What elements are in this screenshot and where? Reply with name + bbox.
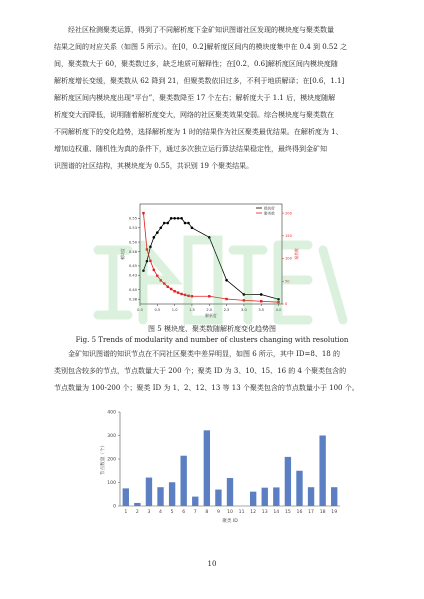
text-line: 解析度区间内模块度出现“平台”，聚类数降至 17 个左右；解析度大于 1.1 后，模块度随解 <box>54 94 336 102</box>
y2-tick-label: 50 <box>285 279 290 284</box>
x-tick-label: 1 <box>124 510 128 515</box>
data-point-modularity <box>153 236 156 239</box>
data-point-clusters <box>184 294 186 296</box>
x-tick-label: 16 <box>296 510 303 515</box>
data-point-modularity <box>146 260 149 263</box>
data-point-modularity <box>149 246 152 249</box>
data-point-clusters <box>167 286 169 288</box>
data-point-clusters <box>260 300 262 302</box>
data-point-clusters <box>243 299 245 301</box>
figure-5-caption-cn: 图 5 模块度、聚类数随解析度变化趋势图 <box>148 325 276 333</box>
text-line: 经社区检测聚类运算，得到了不同解析度下金矿知识图谱社区发现的模块度与聚类数量 <box>68 26 334 34</box>
x-axis-label: 解析度 <box>205 313 217 318</box>
data-point-modularity <box>170 217 173 220</box>
series-line <box>143 213 278 302</box>
data-point-clusters <box>173 290 175 292</box>
y-tick-label: 300 <box>107 434 116 440</box>
plot-frame <box>140 204 282 304</box>
y-tick-label: 0.40 <box>128 287 137 292</box>
x-tick-label: 2.5 <box>223 308 230 312</box>
x-tick-label: 1.5 <box>189 308 195 312</box>
paragraph-2 <box>54 346 372 397</box>
data-point-modularity <box>191 227 194 230</box>
data-point-clusters <box>277 301 279 303</box>
data-point-modularity <box>260 293 263 296</box>
x-tick-label: 10 <box>227 510 233 515</box>
y-tick-label: 0.53 <box>128 226 137 231</box>
data-point-clusters <box>156 275 158 277</box>
y-tick-label: 0.48 <box>128 249 137 254</box>
y-tick-label: 400 <box>107 410 116 416</box>
data-point-modularity <box>177 217 180 220</box>
text-line: 析度变大而降低，说明随着解析度变大，网络的社区聚类效果变弱。综合模块度与聚类数在 <box>54 111 334 119</box>
data-point-modularity <box>184 222 187 225</box>
data-point-clusters <box>177 291 179 293</box>
legend-label: 模块度 <box>264 206 275 211</box>
x-tick-label: 12 <box>250 510 257 515</box>
x-tick-label: 15 <box>284 510 291 515</box>
x-tick-label: 3 <box>147 510 151 515</box>
data-point-clusters <box>163 282 165 284</box>
x-tick-label: 4 <box>159 510 162 515</box>
text-line: 解析度增长变缓，聚类数从 62 降到 21，但聚类数依旧过多，不利于地质解译；在[0.6，1.1] <box>54 77 345 85</box>
x-tick-label: 2.0 <box>206 308 213 312</box>
y-tick-label: 0.45 <box>128 264 137 269</box>
y2-tick-label: 200 <box>285 211 292 216</box>
bar <box>215 490 221 506</box>
x-tick-label: 8 <box>205 510 209 515</box>
x-tick-label: 17 <box>308 510 314 515</box>
x-tick-label: 13 <box>261 510 268 515</box>
bar <box>146 478 152 506</box>
y2-axis-label: 聚类数 <box>294 248 299 260</box>
bar <box>262 488 268 506</box>
data-point-modularity <box>277 298 280 301</box>
data-point-modularity <box>180 217 183 220</box>
x-axis-label: 聚类 ID <box>222 519 238 524</box>
x-tick-label: 9 <box>216 510 220 515</box>
data-point-modularity <box>156 231 159 234</box>
bar <box>134 503 140 506</box>
y-tick-label: 200 <box>107 457 116 463</box>
bar <box>296 471 302 506</box>
x-tick-label: 5 <box>170 510 174 515</box>
data-point-modularity <box>142 269 145 272</box>
data-point-clusters <box>225 298 227 300</box>
text-line: 类别包含较多的节点，节点数量大于 200 个；聚类 ID 为 3、10、15、16 的 4 个聚类包含的 <box>54 367 347 375</box>
y-tick-label: 0.50 <box>128 240 137 245</box>
text-line: 金矿知识图谱的知识节点在不同社区聚类中差异明显，如图 6 所示，其中 ID=8、18 的 <box>68 350 340 358</box>
data-point-clusters <box>142 212 144 214</box>
x-tick-label: 19 <box>331 510 338 515</box>
text-line: 间，聚类数大于 60，聚类数过多，缺乏地质可解释性；在[0.2，0.6]解析度区间内模块度随 <box>54 60 338 68</box>
x-tick-label: 18 <box>319 510 326 515</box>
y-axis-label: 模块度 <box>120 248 125 260</box>
data-point-clusters <box>146 248 148 250</box>
data-point-modularity <box>187 222 190 225</box>
figure-5-modularity-chart <box>110 196 310 320</box>
y2-tick-label: 150 <box>285 234 292 239</box>
text-line: 不同解析度下的变化趋势，选择解析度为 1 时的结果作为社区聚类最优结果。在解析度为 1、 <box>54 128 343 136</box>
x-tick-label: 11 <box>238 510 245 515</box>
bar <box>308 487 314 506</box>
data-point-modularity <box>208 236 211 239</box>
y2-tick-label: 0 <box>285 302 288 307</box>
text-line: 增加边权重、随机性为真的条件下，通过多次独立运行算法结果稳定性，最终得到金矿知 <box>54 145 327 153</box>
x-tick-label: 6 <box>182 510 186 515</box>
bar <box>181 456 187 506</box>
x-tick-label: 0.0 <box>137 308 143 312</box>
x-tick-label: 7 <box>193 510 197 515</box>
bar <box>123 488 129 506</box>
x-tick-label: 2 <box>135 510 139 515</box>
x-tick-label: 14 <box>273 510 280 515</box>
data-point-modularity <box>243 293 246 296</box>
x-tick-label: 3.0 <box>241 308 247 312</box>
bar <box>192 497 198 506</box>
y-tick-label: 0 <box>113 504 116 510</box>
series-line <box>143 218 278 299</box>
legend-label: 聚类数 <box>264 211 275 216</box>
data-point-modularity <box>166 222 169 225</box>
text-line: 节点数量为 100-200 个；聚类 ID 为 1、2、12、13 等 13 个聚类包含的节点数量小于 100 个。 <box>54 384 359 392</box>
bar <box>204 430 210 506</box>
bar <box>157 487 163 506</box>
y2-tick-label: 100 <box>285 256 292 261</box>
y-tick-label: 0.38 <box>128 297 137 302</box>
data-point-modularity <box>173 217 176 220</box>
bar <box>169 482 175 506</box>
data-point-clusters <box>208 295 210 297</box>
bar <box>331 487 337 506</box>
page-number: 10 <box>207 560 217 568</box>
data-point-modularity <box>163 222 166 225</box>
bar <box>250 492 256 506</box>
figure-6-bar-chart <box>92 404 342 526</box>
data-point-clusters <box>180 293 182 295</box>
data-point-modularity <box>159 227 162 230</box>
figure-5-caption-en: Fig. 5 Trends of modularity and number of clusters changing with resolution <box>75 336 349 344</box>
text-line: 识图谱的社区结构，其模块度为 0.55，共识别 19 个聚类结果。 <box>54 162 254 170</box>
text-line: 结果之间的对应关系（如图 5 所示）。在[0，0.2]解析度区间内的模块度集中在 0.4 到 0.52 之 <box>54 43 348 51</box>
data-point-clusters <box>170 288 172 290</box>
data-point-modularity <box>225 279 228 282</box>
data-point-clusters <box>187 295 189 297</box>
data-point-clusters <box>160 279 162 281</box>
y-tick-label: 100 <box>107 481 116 487</box>
data-point-clusters <box>149 260 151 262</box>
bar <box>319 436 325 507</box>
y-tick-label: 0.43 <box>128 273 137 278</box>
x-tick-label: 0.5 <box>154 308 161 312</box>
data-point-clusters <box>153 269 155 271</box>
x-tick-label: 4.0 <box>275 308 282 312</box>
x-tick-label: 1.0 <box>171 308 178 312</box>
bar <box>273 487 279 506</box>
paragraph-1 <box>54 22 372 175</box>
data-point-clusters <box>191 295 193 297</box>
x-tick-label: 3.5 <box>258 308 265 312</box>
y-tick-label: 0.55 <box>128 216 137 221</box>
bar <box>227 478 233 506</box>
y-axis-label: 节点数量（个） <box>101 442 106 476</box>
bar <box>285 457 291 506</box>
